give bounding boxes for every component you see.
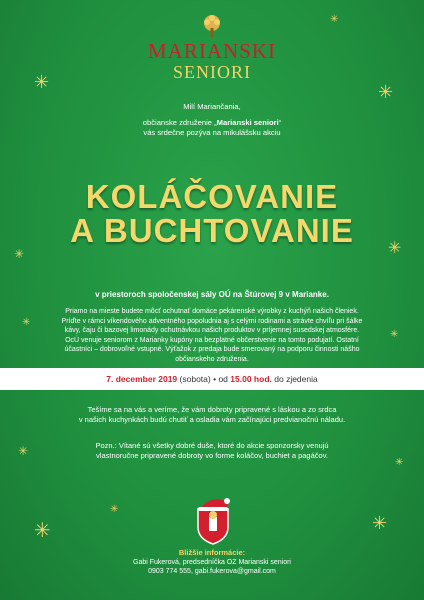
sparkle-icon: ✳ <box>388 238 402 257</box>
date-bar <box>0 368 424 390</box>
greeting: Milí Mariančania, <box>183 102 241 111</box>
separator: • <box>213 374 217 384</box>
tree-logo-icon <box>198 14 226 38</box>
event-day: (sobota) <box>179 374 211 384</box>
sparkle-icon: ✳ <box>390 329 399 340</box>
sparkle-icon: ✳ <box>330 14 339 25</box>
sparkle-icon: ✳ <box>110 504 119 515</box>
sparkle-icon: ✳ <box>34 518 51 542</box>
event-description: Priamo na mieste budete môcť ochutnať domáce pekárenské výrobky z kuchýň našich členiek. Príďte v rámci víkendového adventného popoludnia aj s celými rodinami a strávte chvíľu pri šálke kávy, čaju či bazovej limonády ochutnávkou našich produktov v príjemnej susedskej atmosfére. OcÚ venuje seniorom z Marianky kupóny na bezplatné občerstvenie na tomto podujatí. Ostatní účastníci – dobrovoľné vstupné. Výťažok z predaja bude smerovaný na podporu činnosti nášho občianskeho združenia. <box>61 308 363 363</box>
village-crest-icon <box>192 493 234 545</box>
headline-line-2: A BUCHTOVANIE <box>70 212 354 249</box>
sparkle-icon: ✳ <box>14 247 25 261</box>
contact-phone-email: 0903 774 555, gabi.fukerova@gmail.com <box>148 568 276 575</box>
headline-line-1: KOLÁČOVANIE <box>85 178 339 215</box>
event-time: 15.00 hod. <box>230 374 272 384</box>
until-label: do zjedenia <box>274 374 318 384</box>
sparkle-icon: ✳ <box>395 457 404 468</box>
logo-subtitle: SENIORI <box>173 62 251 82</box>
sponsor-note: Pozn.: Vítané sú všetky dobré duše, ktoré do akcie sponzorsky venujú vlastnoručne pripravené dobroty vo forme koláčov, buchiet a pagáčov. <box>95 441 329 460</box>
intro-line-invite: vás srdečne pozýva na mikulášsku akciu <box>143 128 281 137</box>
event-date: 7. december 2019 <box>106 374 178 384</box>
closing-text: Tešíme sa na vás a veríme, že vám dobroty pripravené s láskou a zo srdca v našich kuchynkách budú chutiť a osladia vám začínajúci predvianočnú náladu. <box>78 405 346 424</box>
sparkle-icon: ✳ <box>372 513 388 534</box>
logo-title: MARIANSKI <box>147 39 276 63</box>
sparkle-icon: ✳ <box>18 444 29 458</box>
contact-info <box>0 548 424 577</box>
intro-line-organization: občianske združenie „Marianski seniori“ <box>142 118 282 127</box>
from-label: od <box>218 374 228 384</box>
contact-title: Bližšie informácie: <box>178 548 246 557</box>
contact-person: Gabi Fukerová, predsedníčka OZ Marianski seniori <box>133 558 291 566</box>
sparkle-icon: ✳ <box>34 72 50 93</box>
organization-logo <box>0 14 424 82</box>
venue-text: v priestoroch spoločenskej sály OÚ na Štúrovej 9 v Marianke. <box>95 290 329 299</box>
sparkle-icon: ✳ <box>22 317 31 328</box>
organization-name: Marianski seniori <box>216 118 279 127</box>
sparkle-icon: ✳ <box>378 82 394 103</box>
invitation-intro <box>0 102 424 144</box>
